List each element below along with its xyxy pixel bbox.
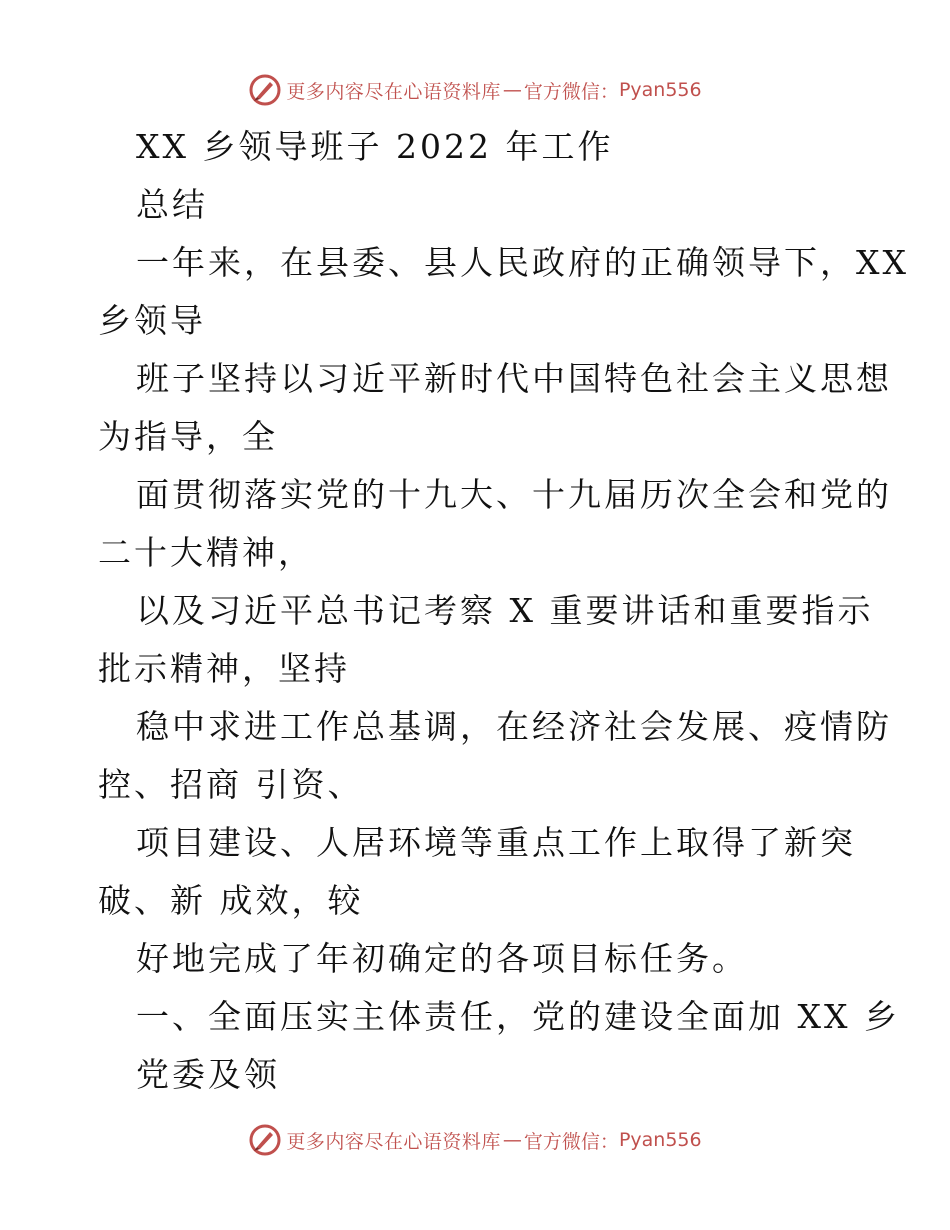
paragraph-line: 控、招商 引资、 bbox=[98, 765, 364, 804]
paragraph-line: 二十大精神， bbox=[98, 533, 314, 572]
pen-nib-logo-icon bbox=[248, 1123, 282, 1157]
watermark-dash: — bbox=[502, 1129, 522, 1151]
pen-nib-logo-icon bbox=[248, 73, 282, 107]
paragraph-line: 破、新 成效，较 bbox=[98, 881, 364, 920]
watermark-header bbox=[0, 70, 950, 110]
watermark-official: 官方微信： bbox=[523, 80, 619, 103]
section-heading-line: 一、全面压实主体责任，党的建设全面加 XX 乡 bbox=[136, 997, 900, 1036]
paragraph-line: 班子坚持以习近平新时代中国特色社会主义思想 bbox=[136, 359, 892, 398]
watermark-footer bbox=[0, 1120, 950, 1160]
paragraph-line: 稳中求进工作总基调，在经济社会发展、疫情防 bbox=[136, 707, 892, 746]
paragraph-line: 以及习近平总书记考察 X 重要讲话和重要指示 bbox=[136, 591, 874, 630]
paragraph-line: 为指导，全 bbox=[98, 417, 278, 456]
watermark-id: Pyan556 bbox=[618, 79, 702, 101]
document-title-line: 总结 bbox=[136, 185, 208, 224]
watermark-id: Pyan556 bbox=[618, 1129, 702, 1151]
paragraph-line: 面贯彻落实党的十九大、十九届历次全会和党的 bbox=[136, 475, 892, 514]
document-title-line: XX 乡领导班子 2022 年工作 bbox=[136, 127, 614, 166]
paragraph-line: 一年来，在县委、县人民政府的正确领导下，XX bbox=[136, 243, 909, 282]
paragraph-line: 项目建设、人居环境等重点工作上取得了新突 bbox=[136, 823, 856, 862]
watermark-text: 更多内容尽在心语资料库 bbox=[286, 1130, 501, 1153]
paragraph-line: 好地完成了年初确定的各项目标任务。 bbox=[136, 939, 748, 978]
watermark-text: 更多内容尽在心语资料库 bbox=[286, 80, 501, 103]
paragraph-line: 批示精神，坚持 bbox=[98, 649, 350, 688]
section-heading-line: 党委及领 bbox=[136, 1055, 280, 1094]
paragraph-line: 乡领导 bbox=[98, 301, 206, 340]
watermark-dash: — bbox=[502, 79, 522, 101]
watermark-official: 官方微信： bbox=[523, 1130, 619, 1153]
